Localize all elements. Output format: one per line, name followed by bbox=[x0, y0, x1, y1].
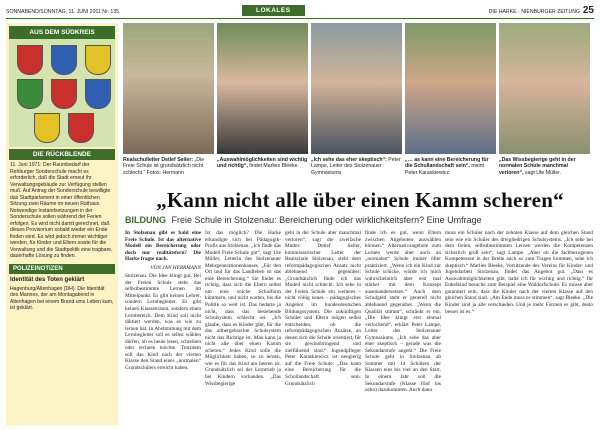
caption-text: findet Marlies Bleeke. bbox=[249, 163, 299, 170]
article-byline: VON JAN HERRMANN bbox=[150, 264, 201, 271]
caption-quote: „… as kann eine Bereicherung für die Schullandschaft sein“, bbox=[405, 157, 489, 170]
issue-date: SONNABEND/SONNTAG, 11. JUNI 2011 Nr. 135 bbox=[6, 9, 120, 15]
column-text: finde ich es gut, wenn Eltern zwischen Angeboten auswählen können.“ Alternativangebote zum Lernen werde aber auch an „normalen“ Schule immer öfter praktiziert. „Wenn ich ein Kind zur Schule schicke, würde ich mich wahrscheinlich aber erst mal stärker mit dem Konzept auseinandersetzen.“ Auch dem Schulgeld steht er generell nicht ablehnend gegenüber. „Wenn die Qualität stimmt“, schränkt er ein. „Die Idee klingt erst einmal verlockend“, erklärt Peter Lampe, Leiter des Stolzenauer Gymnasiums. „Ich sehe das aber eher skeptisch – gerade was die Sekundarstufe angeht.“ Die Freie Schule geht in Stolzenau ab Sommer mit 14 Schülern der Klassen eins bis vier an den Start. In einem Jahr soll die Sekundarstufe (Klasse fünf bis zehn) dazukommen. Auch dann bbox=[365, 230, 441, 394]
crest-icon bbox=[17, 45, 43, 75]
page-header bbox=[6, 4, 594, 19]
sidebar bbox=[6, 23, 118, 425]
photo-caption bbox=[499, 157, 590, 176]
caption-quote: Realschulleiter Detlef Seiler: bbox=[123, 157, 194, 163]
crest-icon bbox=[85, 79, 111, 109]
coat-of-arms-grid bbox=[9, 39, 115, 147]
polizei-text: Hagenburg/Altenhagen (DH). Die Identität des Mannes, der am Montagabend in Altenhagen bei einem Brand ums Leben kam, ist geklärt. bbox=[10, 285, 114, 311]
article-column bbox=[445, 230, 593, 315]
article-column bbox=[125, 230, 201, 371]
article-column bbox=[285, 230, 361, 387]
caption-text: „Die Freie Schule ist grundsätzlich nicht schlecht.“ Fotos: Hermann bbox=[123, 157, 205, 176]
crest-icon bbox=[85, 45, 111, 75]
caption-text: meint Peter Karaskiewicz. bbox=[405, 163, 484, 176]
sidebar-title: AUS DEM SÜDKREIS bbox=[9, 26, 115, 39]
paper-name: DIE HARKE · NIENBURGER ZEITUNG bbox=[488, 9, 580, 15]
column-text: Stolzenau. Die Idee klingt gut. Bei der Freien Schule steht das selbstbestimmte Lernen im Mittelpunkt. Es gibt keinen Lehrer, sondern Lernbegleiter. Es gibt keinen Klassenraum, sondern einen Lernbereich. Dem Kind soll nicht diktiert werden, was es wie zu lernen hat. In Abstimmung mit dem Lernbegleiter soll es selbst wählen dürfen, ob es heute lesen, schreiben oder rechnen möchte. Trotzdem soll das Kind nach der vierten Klasse den Stand eines „normalen“ Grundschülers erreicht haben. bbox=[125, 273, 201, 371]
column-text: muss ein Schüler nach der zehnten Klasse auf dem gleichen Stand sein wie ein Schüler des dreigliedrigen Schulsystems. „Ich sehe bei dem freien, selbstbestimmten Lernen werden die Kompetenzen sicherlich groß sein“, sagt Lampe. „Aber ob die fachbezogenen Kompetenzen in der Breite auch so zum Tragen kommen, sehe ich skeptisch.“ Marlies Bleeke, Vorsitzende des Vereins für Kinder- und Jugendarbeit Stolzenau, findet das Angebot gut. „Dass es Auswahlmöglichkeiten gibt, halte ich für wichtig und richtig.“ Ihr Enkelkind besuche zum Beispiel eine Waldorfschule. Es müsse aber garantiert sein, dass die Kinder nach der vierten Klasse auf den gleichen Stand sind. „Am Ende muss es stimmen“, sagt Bleeke. „Die Kinder sind ja alle verschieden. Und je mehr Formen es gibt, desto besser ist es.“ bbox=[445, 230, 593, 315]
photo-caption bbox=[217, 157, 308, 170]
photo-caption bbox=[405, 157, 496, 176]
portrait-photo-seiler bbox=[123, 23, 214, 154]
polizei-title: POLIZEINOTIZEN bbox=[9, 264, 115, 274]
article-headline: „Kann nicht alle über einen Kamm scheren“ bbox=[156, 188, 564, 212]
crest-icon bbox=[17, 79, 43, 109]
polizei-heading: Identität des Toten geklärt bbox=[10, 276, 85, 283]
caption-quote: „Auswahlmöglichkeiten sind wichtig und richtig“, bbox=[217, 157, 308, 170]
column-text: Ist das möglich? Die Harke erkundigte sich bei Pädagogik-Profis aus Stolzenau. „Ich finde das Modell Freie Schule gut“, sagt Ute Müller, Leiterin des Stolzenauer Mehrgenerationenhauses. „Für den Ort und für das Landleben ist das eine Bereicherung.“ Sie findet es richtig, dass sich die Eltern selbst um eine solche Schulform kümmern, und nicht warten, bis die Politik so weit ist. Das bedarte ja nicht, dass das bestehende Schulsystem schlecht sei. „Ich glaube, dass es Kinder gibt, für die das althergebrachte Schulsystem nicht das Richtige ist. Man kann ja nicht alle über einen Kamm scheren.“ Jedes Kind solle die Möglichkeit haben, so zu lernen, wie es für das Kind am besten ist. Grundsätzlich sei der Lerntrieb ja bei Kindern vorhanden. „Das Wissbegierige bbox=[205, 230, 281, 387]
caption-quote: „Ich sehe das eher skeptisch“: bbox=[311, 157, 387, 163]
caption-text: sagt Ute Müller. bbox=[524, 169, 562, 176]
crest-icon bbox=[34, 113, 60, 143]
crest-icon bbox=[51, 45, 77, 75]
article-subheadline: Freie Schule in Stolzenau: Bereicherung oder wirklichkeitsfern? Eine Umfrage bbox=[171, 215, 482, 225]
photo-caption bbox=[123, 157, 214, 176]
crest-icon bbox=[51, 79, 77, 109]
portrait-photo-mueller bbox=[499, 23, 590, 154]
page-number: 25 bbox=[582, 5, 594, 16]
photo-caption bbox=[311, 157, 402, 176]
article-column bbox=[365, 230, 441, 394]
crest-icon bbox=[68, 113, 94, 143]
article-subheadline-row bbox=[125, 215, 595, 225]
article-column bbox=[205, 230, 281, 387]
rueckblende-title: DIE RÜCKBLENDE bbox=[9, 149, 115, 160]
rueckblende-text: 11. Juni 1971: Der Raumbedarf der Rehburger Sonderschule macht es erforderlich, daß die Stadt erneut ihr Verwaltungsgebäude zur Verfügung stellen muß. Auf Antrag der Sonderschule bewilligte das Stadtparlament in einer öffentlichen Sitzung zwei Räume im neuen Rathaus. Notwendige Instandsetzungen in der Sonderschule sollen während der Ferien erfolgen. Es wird nicht damit gerechnet, daß dieses Provisorium sobald wieder ein Ende finden wird. Es wird jedoch immer wichtiger werden, für Kinder und Eltern sowie für die Verwaltung und die Stadtpolitik eine tragbare, dauerhafte Lösung zu finden. bbox=[10, 162, 113, 259]
topic-tag: BILDUNG bbox=[125, 215, 166, 225]
column-text: geht in der Schule aber manchmal verloren“, sagt die zweifache Mutter. Detlef Seiler, kommissarischer Leiter der Realschule Stolzenau, steht dem reformpädagogischen Ansatz nicht ablehnend gegenüber: „Grundsätzlich finde ich das Modell nicht schlecht. Ich sehe in der Freien Schule ein weiteres – nicht völlig neues – pädagogisches Angebot im bundesdeutschen Bildungssystem. Die zukünftigen Schüler und Eltern mögen selbst entscheiden, ob die reformpädagogischen Ansätze, an denen sich die Schule orientiert, für sie gewinnbringend und zielführend sind.“ Jugendpfleger Peter Karaskiewicz ist neugierig auf die Freie Schule: „Das kann eine Bereicherung für die Schullandschaft sein. Grundsätzlich bbox=[285, 230, 361, 387]
portrait-photo-karaskiewicz bbox=[405, 23, 496, 154]
portrait-photo-bleeke bbox=[217, 23, 308, 154]
section-label: LOKALES bbox=[242, 5, 305, 16]
caption-text: Peter Lampe, Leiter des Stolzenauer Gymnasiums. bbox=[311, 157, 401, 176]
article-intro: In Stolzenau gibt es bald eine Freie Schule. Ist das alternative Modell ein Bereicherung oder doch nur realitätsfern? Die Harke fragte nach. bbox=[125, 230, 201, 263]
caption-quote: „Das Wissbegierige geht in der normalen Schule manchmal verloren“, bbox=[499, 157, 576, 176]
portrait-photo-lampe bbox=[311, 23, 402, 154]
